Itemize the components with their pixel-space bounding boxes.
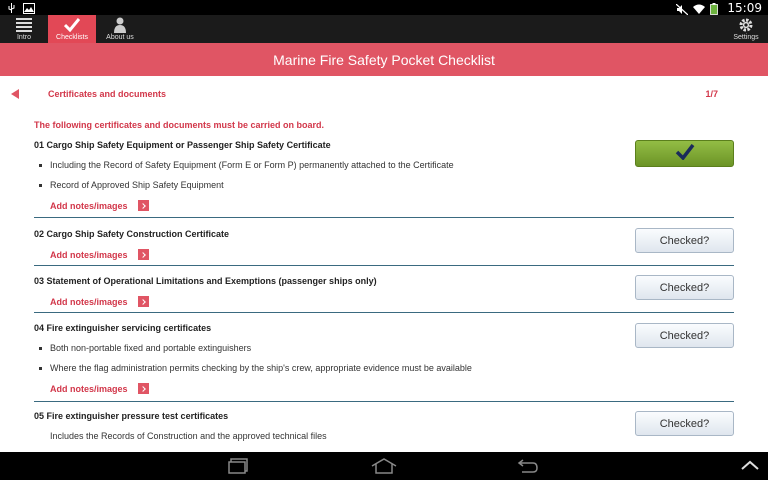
image-icon [23,1,34,12]
add-notes-label: Add notes/images [50,296,128,307]
page-title: Marine Fire Safety Pocket Checklist [273,51,495,68]
item-title: 02 Cargo Ship Safety Construction Certificate [34,229,230,239]
status-bar [0,0,768,15]
checked-button[interactable] [635,323,734,348]
section-title: Certificates and documents [48,89,167,99]
divider [34,312,734,313]
divider [34,401,734,402]
list-icon [16,17,32,33]
tab-checklists[interactable] [48,15,96,43]
tab-settings-label: Settings [733,34,759,41]
gear-icon [738,17,754,33]
checked-button[interactable] [635,228,734,253]
chevron-right-icon[interactable] [138,200,149,211]
battery-icon [710,2,721,13]
item-bullet: Including the Record of Safety Equipment (Form E or Form P) permanently attached to the Certificate [34,160,734,170]
check-icon [675,144,695,163]
wifi-icon [693,2,704,13]
item-title: 04 Fire extinguisher servicing certificates [34,323,212,333]
recent-apps-icon[interactable] [228,458,250,479]
title-bar [0,43,768,76]
item-bullet: Where the flag administration permits checking by the ship's crew, appropriate evidence must be available [34,363,734,373]
add-notes-link[interactable] [34,296,734,307]
back-icon[interactable] [517,458,539,479]
divider [34,217,734,218]
chevron-right-icon[interactable] [138,249,149,260]
checklist-item [34,411,734,441]
item-description: Includes the Records of Construction and the approved technical files [50,431,327,441]
tab-settings[interactable] [728,15,764,43]
item-bullet: Record of Approved Ship Safety Equipment [34,180,734,190]
add-notes-link[interactable] [34,249,734,260]
chevron-right-icon[interactable] [138,296,149,307]
divider [34,265,734,266]
checklist-item [34,323,734,394]
system-nav-bar [0,452,768,480]
checklist-item [34,229,734,260]
item-bullet: Both non-portable fixed and portable extinguishers [34,343,734,353]
checked-toggle-done[interactable] [635,140,734,167]
checked-button-label: Checked? [659,417,710,430]
usb-icon [6,1,17,12]
checked-button-label: Checked? [659,329,710,342]
section-header [0,80,768,108]
checked-button-label: Checked? [659,281,710,294]
checked-button-label: Checked? [659,234,710,247]
checklist-item [34,140,734,211]
check-icon [64,17,80,33]
tab-about-label: About us [106,34,134,41]
add-notes-label: Add notes/images [50,200,128,211]
home-icon[interactable] [371,458,397,479]
tab-intro[interactable] [8,15,40,43]
clock: 15:09 [727,0,762,15]
add-notes-label: Add notes/images [50,249,128,260]
mute-icon [676,2,687,13]
tab-intro-label: Intro [16,34,31,41]
checklist-item [34,276,734,307]
intro-text: The following certificates and documents must be carried on board. [34,120,325,130]
add-notes-label: Add notes/images [50,383,128,394]
chevron-up-icon[interactable] [740,458,760,477]
item-title: 01 Cargo Ship Safety Equipment or Passenger Ship Safety Certificate [34,140,331,150]
chevron-right-icon[interactable] [138,383,149,394]
tab-about[interactable] [100,15,140,43]
tab-checklists-label: Checklists [56,34,88,41]
add-notes-link[interactable] [34,200,734,211]
item-title: 05 Fire extinguisher pressure test certificates [34,411,229,421]
person-icon [113,17,127,33]
item-title: 03 Statement of Operational Limitations and Exemptions (passenger ships only) [34,276,377,286]
checked-button[interactable] [635,411,734,436]
tab-bar [0,15,768,43]
page-indicator: 1/7 [705,89,718,99]
back-arrow-icon[interactable] [11,89,19,99]
add-notes-link[interactable] [34,383,734,394]
checked-button[interactable] [635,275,734,300]
